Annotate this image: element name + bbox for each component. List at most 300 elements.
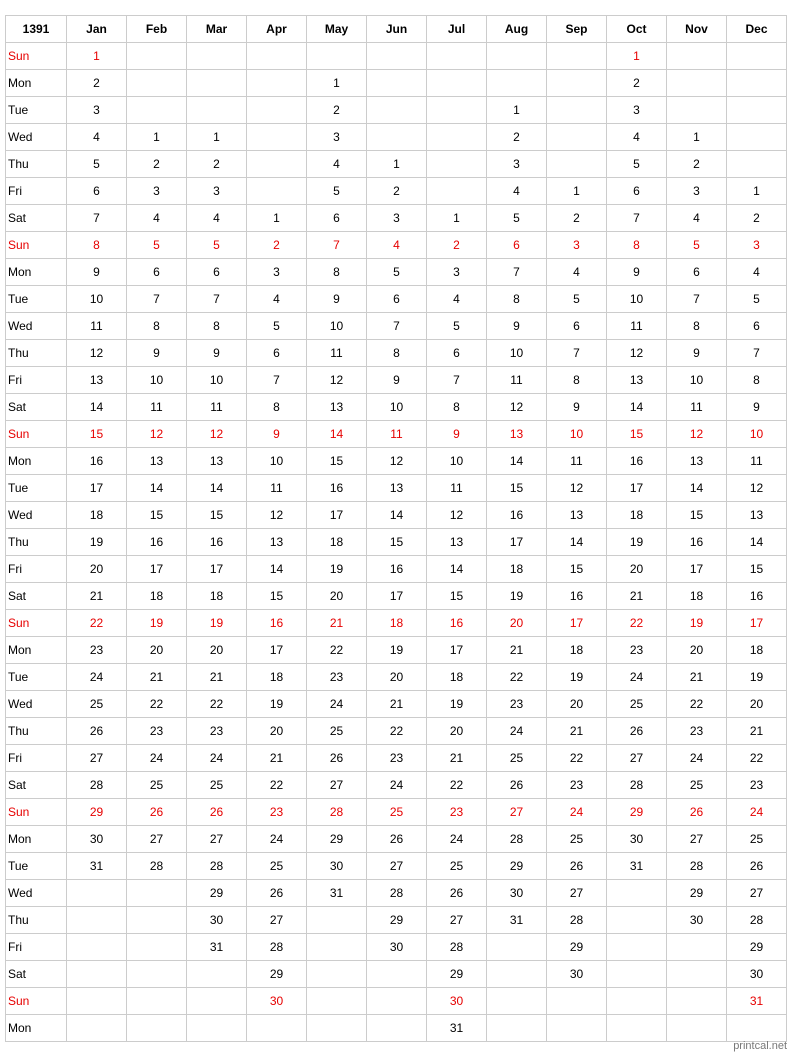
day-cell: 14 xyxy=(727,529,787,556)
weekday-label: Mon xyxy=(6,826,67,853)
day-cell xyxy=(307,43,367,70)
month-header-dec: Dec xyxy=(727,16,787,43)
week-row xyxy=(6,637,787,664)
day-cell: 8 xyxy=(427,394,487,421)
day-cell: 24 xyxy=(547,799,607,826)
day-cell: 19 xyxy=(607,529,667,556)
day-cell: 20 xyxy=(247,718,307,745)
day-cell: 17 xyxy=(547,610,607,637)
week-row xyxy=(6,853,787,880)
week-row xyxy=(6,97,787,124)
day-cell: 9 xyxy=(727,394,787,421)
day-cell xyxy=(607,1015,667,1042)
day-cell: 14 xyxy=(487,448,547,475)
day-cell: 24 xyxy=(487,718,547,745)
week-row xyxy=(6,205,787,232)
day-cell xyxy=(607,880,667,907)
day-cell xyxy=(67,1015,127,1042)
day-cell: 2 xyxy=(487,124,547,151)
day-cell: 26 xyxy=(367,826,427,853)
day-cell: 17 xyxy=(67,475,127,502)
day-cell: 22 xyxy=(427,772,487,799)
day-cell: 21 xyxy=(427,745,487,772)
day-cell: 18 xyxy=(727,637,787,664)
day-cell: 3 xyxy=(247,259,307,286)
day-cell: 11 xyxy=(667,394,727,421)
day-cell: 16 xyxy=(667,529,727,556)
day-cell: 12 xyxy=(67,340,127,367)
weekday-label: Sat xyxy=(6,205,67,232)
day-cell xyxy=(127,97,187,124)
day-cell xyxy=(187,961,247,988)
weekday-label: Thu xyxy=(6,718,67,745)
day-cell: 26 xyxy=(67,718,127,745)
day-cell: 25 xyxy=(487,745,547,772)
day-cell: 2 xyxy=(367,178,427,205)
week-row xyxy=(6,691,787,718)
day-cell: 23 xyxy=(247,799,307,826)
week-row xyxy=(6,610,787,637)
day-cell: 29 xyxy=(727,934,787,961)
day-cell: 1 xyxy=(667,124,727,151)
weekday-label: Fri xyxy=(6,178,67,205)
day-cell: 31 xyxy=(67,853,127,880)
week-row xyxy=(6,313,787,340)
day-cell: 23 xyxy=(667,718,727,745)
day-cell: 25 xyxy=(607,691,667,718)
day-cell: 13 xyxy=(247,529,307,556)
day-cell: 9 xyxy=(127,340,187,367)
day-cell: 7 xyxy=(187,286,247,313)
day-cell: 26 xyxy=(607,718,667,745)
day-cell: 10 xyxy=(187,367,247,394)
day-cell: 19 xyxy=(367,637,427,664)
day-cell xyxy=(67,961,127,988)
day-cell: 20 xyxy=(67,556,127,583)
day-cell: 2 xyxy=(127,151,187,178)
day-cell: 18 xyxy=(367,610,427,637)
day-cell: 21 xyxy=(67,583,127,610)
day-cell: 1 xyxy=(607,43,667,70)
day-cell: 29 xyxy=(307,826,367,853)
day-cell xyxy=(187,70,247,97)
week-row xyxy=(6,448,787,475)
day-cell xyxy=(127,907,187,934)
day-cell: 8 xyxy=(727,367,787,394)
weekday-label: Thu xyxy=(6,151,67,178)
day-cell: 8 xyxy=(307,259,367,286)
day-cell xyxy=(127,1015,187,1042)
day-cell: 9 xyxy=(247,421,307,448)
day-cell: 8 xyxy=(247,394,307,421)
day-cell: 30 xyxy=(187,907,247,934)
day-cell: 12 xyxy=(667,421,727,448)
day-cell xyxy=(547,70,607,97)
day-cell: 7 xyxy=(247,367,307,394)
month-header-jan: Jan xyxy=(67,16,127,43)
day-cell: 9 xyxy=(607,259,667,286)
weekday-label: Tue xyxy=(6,97,67,124)
day-cell: 22 xyxy=(247,772,307,799)
day-cell: 30 xyxy=(307,853,367,880)
day-cell: 11 xyxy=(367,421,427,448)
day-cell: 4 xyxy=(607,124,667,151)
day-cell: 12 xyxy=(307,367,367,394)
day-cell: 5 xyxy=(667,232,727,259)
day-cell xyxy=(727,43,787,70)
day-cell xyxy=(727,151,787,178)
day-cell xyxy=(427,43,487,70)
day-cell xyxy=(667,97,727,124)
day-cell: 31 xyxy=(307,880,367,907)
day-cell: 9 xyxy=(307,286,367,313)
day-cell xyxy=(547,43,607,70)
day-cell: 14 xyxy=(307,421,367,448)
day-cell: 1 xyxy=(547,178,607,205)
day-cell: 16 xyxy=(367,556,427,583)
day-cell: 12 xyxy=(427,502,487,529)
day-cell: 5 xyxy=(247,313,307,340)
day-cell: 2 xyxy=(667,151,727,178)
day-cell xyxy=(667,70,727,97)
day-cell xyxy=(247,178,307,205)
day-cell: 24 xyxy=(427,826,487,853)
day-cell: 20 xyxy=(607,556,667,583)
day-cell: 19 xyxy=(727,664,787,691)
day-cell: 2 xyxy=(607,70,667,97)
month-header-may: May xyxy=(307,16,367,43)
week-row xyxy=(6,286,787,313)
day-cell: 6 xyxy=(307,205,367,232)
day-cell: 31 xyxy=(727,988,787,1015)
day-cell: 1 xyxy=(727,178,787,205)
day-cell xyxy=(127,961,187,988)
day-cell: 26 xyxy=(127,799,187,826)
day-cell: 4 xyxy=(667,205,727,232)
day-cell: 22 xyxy=(727,745,787,772)
day-cell: 11 xyxy=(727,448,787,475)
day-cell: 8 xyxy=(607,232,667,259)
day-cell: 27 xyxy=(607,745,667,772)
day-cell: 9 xyxy=(487,313,547,340)
day-cell xyxy=(247,151,307,178)
day-cell: 30 xyxy=(487,880,547,907)
day-cell xyxy=(367,70,427,97)
day-cell: 6 xyxy=(727,313,787,340)
day-cell xyxy=(127,70,187,97)
day-cell: 16 xyxy=(67,448,127,475)
day-cell: 28 xyxy=(187,853,247,880)
day-cell: 6 xyxy=(367,286,427,313)
day-cell: 11 xyxy=(187,394,247,421)
day-cell: 8 xyxy=(127,313,187,340)
day-cell: 4 xyxy=(307,151,367,178)
day-cell: 7 xyxy=(547,340,607,367)
day-cell: 23 xyxy=(727,772,787,799)
day-cell: 10 xyxy=(67,286,127,313)
day-cell: 5 xyxy=(607,151,667,178)
day-cell: 16 xyxy=(427,610,487,637)
day-cell: 19 xyxy=(667,610,727,637)
day-cell: 15 xyxy=(367,529,427,556)
day-cell: 1 xyxy=(127,124,187,151)
day-cell: 30 xyxy=(247,988,307,1015)
day-cell: 22 xyxy=(307,637,367,664)
day-cell: 21 xyxy=(547,718,607,745)
day-cell: 30 xyxy=(547,961,607,988)
day-cell: 19 xyxy=(187,610,247,637)
day-cell: 12 xyxy=(727,475,787,502)
day-cell: 10 xyxy=(547,421,607,448)
day-cell xyxy=(67,907,127,934)
day-cell: 14 xyxy=(67,394,127,421)
day-cell: 23 xyxy=(427,799,487,826)
day-cell: 20 xyxy=(127,637,187,664)
day-cell: 25 xyxy=(127,772,187,799)
day-cell: 5 xyxy=(427,313,487,340)
weekday-label: Fri xyxy=(6,934,67,961)
day-cell: 13 xyxy=(127,448,187,475)
day-cell: 8 xyxy=(367,340,427,367)
day-cell: 23 xyxy=(67,637,127,664)
day-cell: 7 xyxy=(607,205,667,232)
day-cell: 22 xyxy=(367,718,427,745)
day-cell: 27 xyxy=(247,907,307,934)
day-cell: 5 xyxy=(487,205,547,232)
day-cell: 5 xyxy=(367,259,427,286)
day-cell xyxy=(727,97,787,124)
day-cell: 13 xyxy=(487,421,547,448)
day-cell: 3 xyxy=(307,124,367,151)
day-cell: 24 xyxy=(127,745,187,772)
day-cell: 23 xyxy=(607,637,667,664)
day-cell: 4 xyxy=(67,124,127,151)
day-cell: 17 xyxy=(607,475,667,502)
day-cell xyxy=(127,988,187,1015)
day-cell: 8 xyxy=(487,286,547,313)
day-cell: 20 xyxy=(427,718,487,745)
weekday-label: Wed xyxy=(6,691,67,718)
day-cell: 12 xyxy=(487,394,547,421)
day-cell: 18 xyxy=(547,637,607,664)
day-cell: 19 xyxy=(67,529,127,556)
day-cell: 22 xyxy=(187,691,247,718)
day-cell: 11 xyxy=(607,313,667,340)
day-cell: 23 xyxy=(487,691,547,718)
day-cell: 4 xyxy=(187,205,247,232)
day-cell: 27 xyxy=(667,826,727,853)
day-cell: 27 xyxy=(67,745,127,772)
day-cell: 8 xyxy=(547,367,607,394)
month-header-aug: Aug xyxy=(487,16,547,43)
day-cell: 26 xyxy=(307,745,367,772)
day-cell: 15 xyxy=(487,475,547,502)
week-row xyxy=(6,259,787,286)
day-cell: 17 xyxy=(367,583,427,610)
day-cell: 7 xyxy=(427,367,487,394)
day-cell: 17 xyxy=(727,610,787,637)
week-row xyxy=(6,367,787,394)
day-cell: 11 xyxy=(487,367,547,394)
day-cell: 18 xyxy=(427,664,487,691)
day-cell: 10 xyxy=(667,367,727,394)
day-cell: 19 xyxy=(127,610,187,637)
day-cell: 22 xyxy=(487,664,547,691)
day-cell: 24 xyxy=(367,772,427,799)
day-cell: 15 xyxy=(667,502,727,529)
day-cell: 28 xyxy=(667,853,727,880)
day-cell: 16 xyxy=(187,529,247,556)
day-cell: 26 xyxy=(487,772,547,799)
day-cell: 25 xyxy=(727,826,787,853)
day-cell: 15 xyxy=(427,583,487,610)
day-cell: 12 xyxy=(607,340,667,367)
day-cell xyxy=(247,1015,307,1042)
day-cell xyxy=(727,124,787,151)
day-cell: 30 xyxy=(67,826,127,853)
weekday-label: Tue xyxy=(6,286,67,313)
week-row xyxy=(6,880,787,907)
day-cell: 13 xyxy=(367,475,427,502)
day-cell: 25 xyxy=(247,853,307,880)
month-header-mar: Mar xyxy=(187,16,247,43)
day-cell: 8 xyxy=(667,313,727,340)
day-cell: 12 xyxy=(187,421,247,448)
day-cell: 22 xyxy=(127,691,187,718)
week-row xyxy=(6,772,787,799)
week-row xyxy=(6,718,787,745)
day-cell xyxy=(307,934,367,961)
day-cell: 3 xyxy=(367,205,427,232)
day-cell: 3 xyxy=(487,151,547,178)
day-cell xyxy=(547,97,607,124)
day-cell: 9 xyxy=(367,367,427,394)
day-cell: 26 xyxy=(427,880,487,907)
day-cell: 7 xyxy=(127,286,187,313)
day-cell: 27 xyxy=(127,826,187,853)
day-cell: 20 xyxy=(307,583,367,610)
day-cell: 15 xyxy=(727,556,787,583)
day-cell: 14 xyxy=(367,502,427,529)
day-cell: 18 xyxy=(127,583,187,610)
month-header-jul: Jul xyxy=(427,16,487,43)
week-row xyxy=(6,934,787,961)
day-cell: 3 xyxy=(607,97,667,124)
day-cell: 25 xyxy=(187,772,247,799)
month-header-nov: Nov xyxy=(667,16,727,43)
day-cell: 28 xyxy=(487,826,547,853)
day-cell: 15 xyxy=(607,421,667,448)
weekday-label: Wed xyxy=(6,880,67,907)
calendar-table xyxy=(5,15,787,1042)
day-cell: 5 xyxy=(727,286,787,313)
day-cell: 21 xyxy=(127,664,187,691)
day-cell: 28 xyxy=(307,799,367,826)
day-cell: 25 xyxy=(427,853,487,880)
day-cell: 3 xyxy=(427,259,487,286)
week-row xyxy=(6,70,787,97)
day-cell: 26 xyxy=(727,853,787,880)
day-cell: 15 xyxy=(187,502,247,529)
day-cell xyxy=(607,961,667,988)
day-cell: 24 xyxy=(607,664,667,691)
day-cell xyxy=(427,97,487,124)
day-cell xyxy=(307,907,367,934)
day-cell xyxy=(307,961,367,988)
day-cell: 13 xyxy=(427,529,487,556)
day-cell: 10 xyxy=(127,367,187,394)
day-cell: 16 xyxy=(607,448,667,475)
day-cell: 6 xyxy=(187,259,247,286)
month-header-feb: Feb xyxy=(127,16,187,43)
day-cell: 20 xyxy=(487,610,547,637)
day-cell: 7 xyxy=(67,205,127,232)
day-cell: 24 xyxy=(67,664,127,691)
week-row xyxy=(6,745,787,772)
day-cell: 11 xyxy=(307,340,367,367)
day-cell: 10 xyxy=(307,313,367,340)
day-cell xyxy=(427,151,487,178)
day-cell: 9 xyxy=(667,340,727,367)
day-cell: 28 xyxy=(67,772,127,799)
header-row xyxy=(6,16,787,43)
day-cell: 7 xyxy=(367,313,427,340)
day-cell: 28 xyxy=(427,934,487,961)
weekday-label: Fri xyxy=(6,367,67,394)
day-cell: 1 xyxy=(367,151,427,178)
day-cell: 2 xyxy=(187,151,247,178)
day-cell: 27 xyxy=(727,880,787,907)
day-cell: 20 xyxy=(547,691,607,718)
day-cell: 14 xyxy=(427,556,487,583)
day-cell: 4 xyxy=(427,286,487,313)
weekday-label: Thu xyxy=(6,907,67,934)
day-cell: 8 xyxy=(187,313,247,340)
day-cell: 11 xyxy=(127,394,187,421)
day-cell: 13 xyxy=(67,367,127,394)
day-cell: 21 xyxy=(667,664,727,691)
weekday-label: Sun xyxy=(6,610,67,637)
day-cell: 1 xyxy=(427,205,487,232)
day-cell: 14 xyxy=(187,475,247,502)
day-cell: 15 xyxy=(547,556,607,583)
day-cell: 12 xyxy=(547,475,607,502)
week-row xyxy=(6,799,787,826)
day-cell: 17 xyxy=(427,637,487,664)
month-header-oct: Oct xyxy=(607,16,667,43)
day-cell: 11 xyxy=(67,313,127,340)
day-cell xyxy=(607,934,667,961)
weekday-label: Sun xyxy=(6,421,67,448)
day-cell: 9 xyxy=(427,421,487,448)
day-cell: 22 xyxy=(607,610,667,637)
day-cell: 29 xyxy=(367,907,427,934)
day-cell: 27 xyxy=(427,907,487,934)
day-cell xyxy=(487,43,547,70)
weekday-label: Sat xyxy=(6,772,67,799)
day-cell: 17 xyxy=(247,637,307,664)
day-cell xyxy=(127,43,187,70)
site-credit: printcal.net xyxy=(733,1040,787,1052)
day-cell: 31 xyxy=(427,1015,487,1042)
day-cell: 17 xyxy=(307,502,367,529)
day-cell: 14 xyxy=(547,529,607,556)
week-row xyxy=(6,529,787,556)
day-cell: 11 xyxy=(247,475,307,502)
day-cell: 28 xyxy=(607,772,667,799)
weekday-label: Wed xyxy=(6,313,67,340)
month-header-sep: Sep xyxy=(547,16,607,43)
